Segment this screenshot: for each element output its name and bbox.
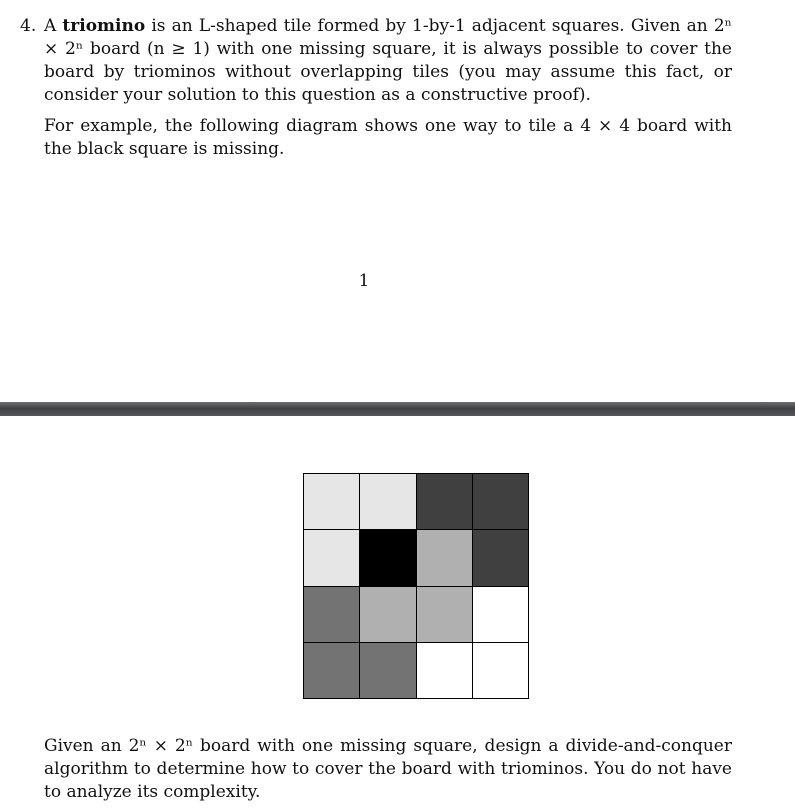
- board-cell: [473, 643, 529, 699]
- page-number: 1: [358, 271, 370, 291]
- board-cell: [473, 587, 529, 643]
- board-cell: [304, 643, 360, 699]
- intro-lead: A: [44, 16, 63, 36]
- board-cell: [304, 587, 360, 643]
- page-two: [0, 416, 795, 810]
- problem-paragraph-task: Given an 2ⁿ × 2ⁿ board with one missing square, design a divide-and-conquer algorithm to determine how to cover the board with triominos. You do not have to analyze its complexity.: [44, 736, 732, 802]
- board-cell: [417, 587, 473, 643]
- intro-rest: is an L-shaped tile formed by 1-by-1 adjacent squares. Given an 2ⁿ × 2ⁿ board (n ≥ 1) with one missing square, it is always possible to cover the board by triominos without overlapping tiles (you may assume this fact, or consider your solution to this question as a constructive proof).: [44, 16, 732, 105]
- board-cell: [417, 474, 473, 530]
- problem-number: 4.: [20, 16, 37, 36]
- board-cell: [417, 643, 473, 699]
- board-cell: [304, 530, 360, 586]
- tiling-board: [303, 473, 529, 699]
- board-cell: [473, 474, 529, 530]
- term-triomino: triomino: [62, 16, 146, 36]
- board-cell: [360, 643, 416, 699]
- board-cell: [417, 530, 473, 586]
- problem-paragraph-example: For example, the following diagram shows one way to tile a 4 × 4 board with the black square is missing.: [44, 116, 732, 159]
- board-cell: [304, 474, 360, 530]
- board-cell: [360, 474, 416, 530]
- board-cell: [473, 530, 529, 586]
- page-divider: [0, 402, 795, 416]
- page-one: [0, 0, 795, 402]
- problem-paragraph-intro: [44, 15, 732, 107]
- missing-square: [360, 530, 416, 586]
- board-cell: [360, 587, 416, 643]
